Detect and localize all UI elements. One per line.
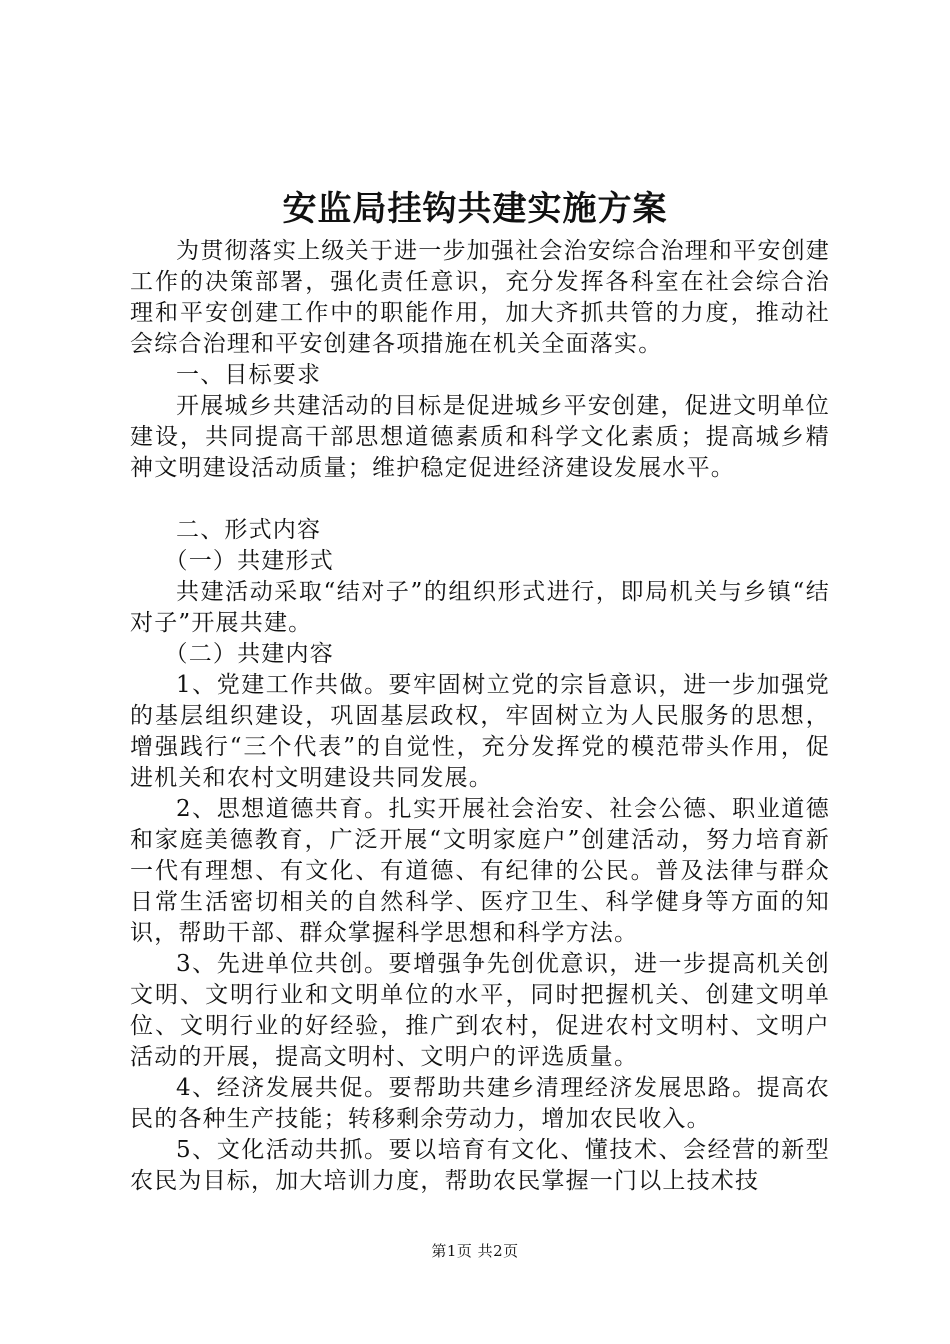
goals-paragraph: 开展城乡共建活动的目标是促进城乡平安创建，促进文明单位建设，共同提高干部思想道德素质和科学文化素质；提高城乡精神文明建设活动质量；维护稳定促进经济建设发展水平。 [130, 393, 830, 481]
content-item-3: 3、先进单位共创。要增强争先创优意识，进一步提高机关创文明、文明行业和文明单位的水平，同时把握机关、创建文明单位、文明行业的好经验，推广到农村，促进农村文明村、文明户活动的开展，提高文明村、文明户的评选质量。 [130, 951, 830, 1070]
subheading-content: （二）共建内容 [164, 641, 334, 667]
section-heading-forms: 二、形式内容 [176, 517, 322, 543]
document-body [130, 236, 830, 1197]
content-item-2: 2、思想道德共育。扎实开展社会治安、社会公德、职业道德和家庭美德教育，广泛开展“文明家庭户”创建活动，努力培育新一代有理想、有文化、有道德、有纪律的公民。普及法律与群众日常生活密切相关的自然科学、医疗卫生、科学健身等方面的知识，帮助干部、群众掌握科学思想和科学方法。 [130, 796, 830, 946]
content-item-5: 5、文化活动共抓。要以培育有文化、懂技术、会经营的新型农民为目标，加大培训力度，帮助农民掌握一门以上技术技 [130, 1137, 830, 1194]
form-paragraph: 共建活动采取“结对子”的组织形式进行，即局机关与乡镇“结对子”开展共建。 [130, 579, 830, 636]
document-title: 安监局挂钩共建实施方案 [282, 189, 668, 229]
content-item-1: 1、党建工作共做。要牢固树立党的宗旨意识，进一步加强党的基层组织建设，巩固基层政权，牢固树立为人民服务的思想，增强践行“三个代表”的自觉性，充分发挥党的模范带头作用，促进机关和农村文明建设共同发展。 [130, 672, 830, 791]
subheading-form: （一）共建形式 [164, 548, 334, 574]
section-heading-goals: 一、目标要求 [176, 362, 322, 388]
page-footer: 第1页 共2页 [431, 1242, 519, 1260]
intro-paragraph: 为贯彻落实上级关于进一步加强社会治安综合治理和平安创建工作的决策部署，强化责任意识，充分发挥各科室在社会综合治理和平安创建工作中的职能作用，加大齐抓共管的力度，推动社会综合治理和平安创建各项措施在机关全面落实。 [130, 238, 830, 357]
content-item-4: 4、经济发展共促。要帮助共建乡清理经济发展思路。提高农民的各种生产技能；转移剩余劳动力，增加农民收入。 [130, 1075, 830, 1132]
